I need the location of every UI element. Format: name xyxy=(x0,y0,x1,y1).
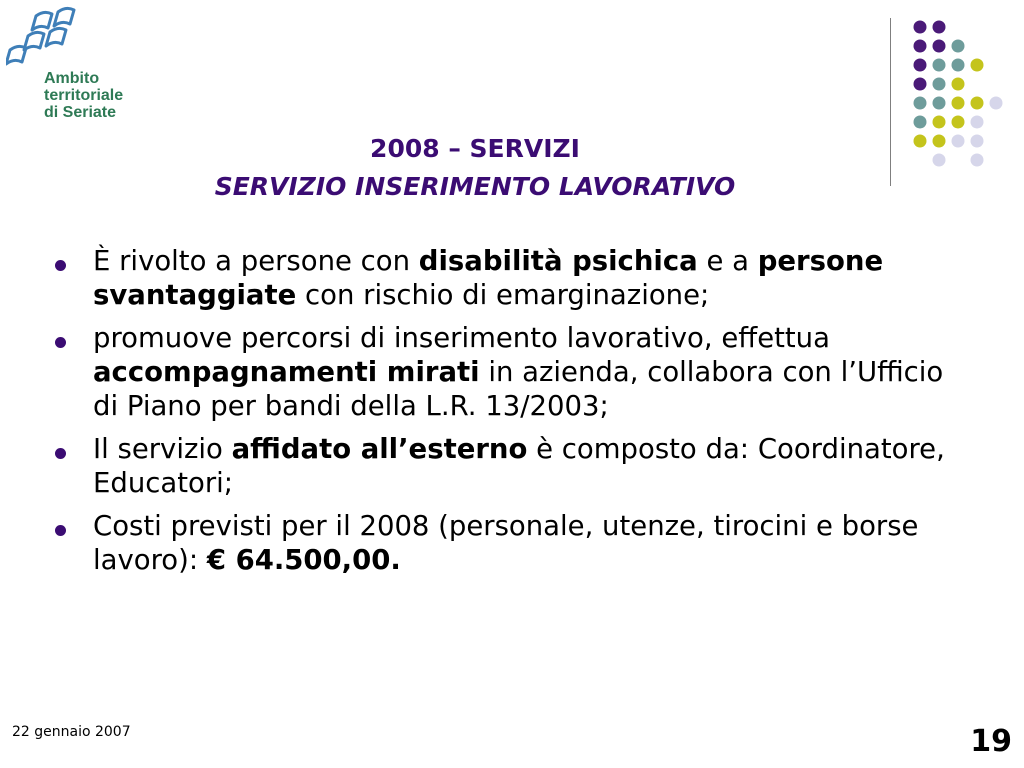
decorative-dot xyxy=(914,59,927,72)
bullet-item xyxy=(52,432,972,500)
bullet-icon xyxy=(55,448,66,459)
bullet-icon xyxy=(55,525,66,536)
decorative-dot xyxy=(933,21,946,34)
logo-mark-icon xyxy=(6,6,96,76)
decorative-dot xyxy=(933,135,946,148)
decorative-dot xyxy=(933,78,946,91)
decorative-dot xyxy=(971,116,984,129)
decorative-dot xyxy=(933,116,946,129)
bullet-item xyxy=(52,321,972,423)
bullet-emphasis: persone svantaggiate xyxy=(93,245,884,311)
bullet-text: in azienda, collabora con l’Ufficio di Piano per bandi della L.R. 13/2003; xyxy=(93,356,944,422)
bullet-text: con rischio di emarginazione; xyxy=(296,279,710,311)
bullet-text: È rivolto a persone con xyxy=(93,245,419,277)
decorative-dot xyxy=(914,21,927,34)
bullet-text: Il servizio xyxy=(93,433,232,465)
logo-line: di Seriate xyxy=(44,104,117,121)
footer-date: 22 gennaio 2007 xyxy=(12,724,131,740)
logo-line: Ambito xyxy=(44,70,100,87)
decorative-dot xyxy=(971,135,984,148)
decorative-dot xyxy=(952,97,965,110)
page-number: 19 xyxy=(970,724,1012,759)
decorative-dot xyxy=(952,135,965,148)
logo-text xyxy=(44,70,123,121)
bullet-emphasis: disabilità psichica xyxy=(418,245,698,277)
decorative-dot xyxy=(914,40,927,53)
header-divider xyxy=(890,18,891,186)
decorative-dot xyxy=(971,59,984,72)
slide-subtitle: SERVIZIO INSERIMENTO LAVORATIVO xyxy=(214,172,736,201)
decorative-dot xyxy=(914,97,927,110)
bullet-text: è composto da: Coordinatore, Educatori; xyxy=(93,433,945,499)
decorative-dot xyxy=(971,154,984,167)
decorative-dot xyxy=(933,154,946,167)
decorative-dot xyxy=(933,97,946,110)
decorative-dot xyxy=(952,116,965,129)
bullet-text: e a xyxy=(697,245,758,277)
decorative-dot xyxy=(952,59,965,72)
bullet-emphasis: € 64.500,00. xyxy=(206,544,401,576)
logo-line: territoriale xyxy=(44,87,124,104)
bullet-emphasis: affidato all’esterno xyxy=(231,433,528,465)
bullet-icon xyxy=(55,260,66,271)
bullet-text: Costi previsti per il 2008 (personale, utenze, tirocini e borse lavoro): xyxy=(93,510,919,576)
decorative-dot xyxy=(971,97,984,110)
bullet-emphasis: accompagnamenti mirati xyxy=(93,356,480,388)
bullet-text: promuove percorsi di inserimento lavorativo, effettua xyxy=(93,322,830,354)
decorative-dot xyxy=(933,59,946,72)
bullet-item xyxy=(52,244,972,312)
decorative-dot xyxy=(914,78,927,91)
slide-title: 2008 – SERVIZI xyxy=(370,134,580,163)
decorative-dot xyxy=(952,40,965,53)
bullet-item xyxy=(52,509,972,577)
organization-logo xyxy=(6,6,156,126)
decorative-dot xyxy=(952,78,965,91)
bullet-icon xyxy=(55,337,66,348)
decorative-dot xyxy=(914,135,927,148)
decorative-dot xyxy=(990,97,1003,110)
bullet-list xyxy=(52,244,972,586)
decorative-dot xyxy=(914,116,927,129)
decorative-dot xyxy=(933,40,946,53)
